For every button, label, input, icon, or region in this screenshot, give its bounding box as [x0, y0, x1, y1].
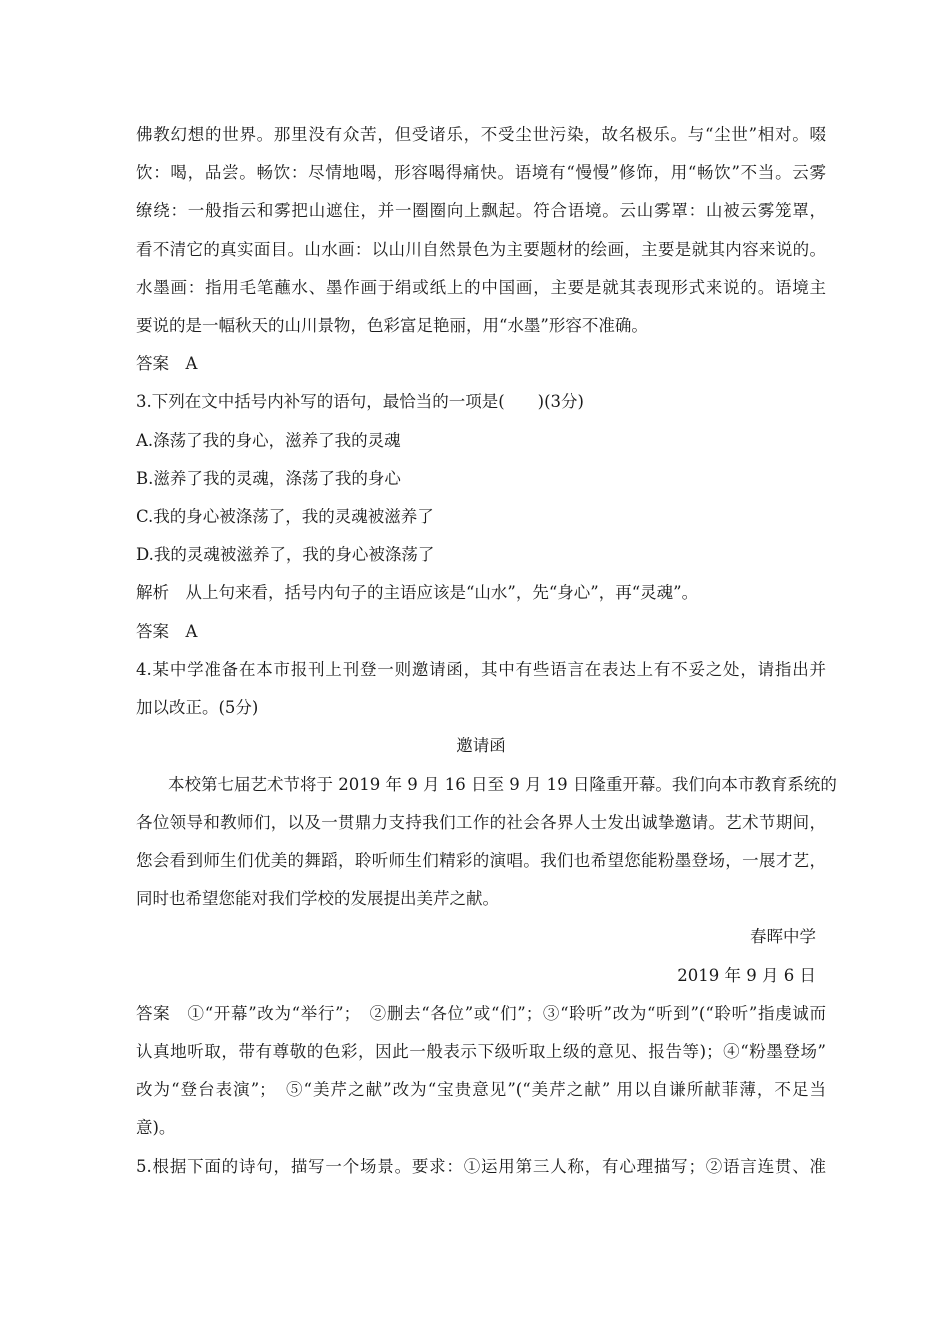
- letter-body-line: 各位领导和教师们，以及一贯鼎力支持我们工作的社会各界人士发出诚挚邀请。艺术节期间，: [136, 813, 826, 832]
- explanation-line: 缭绕：一般指云和雾把山遮住，并一圈圈向上飘起。符合语境。云山雾罩：山被云雾笼罩，: [136, 201, 826, 220]
- letter-body-line: 同时也希望您能对我们学校的发展提出美芹之献。: [136, 889, 499, 908]
- q3-stem: 3.下列在文中括号内补写的语句，最恰当的一项是( )(3分): [136, 392, 584, 411]
- q2-answer: 答案 A: [136, 354, 198, 373]
- q3-explanation: 解析 从上句来看，括号内句子的主语应该是“山水”，先“身心”，再“灵魂”。: [136, 583, 699, 602]
- letter-signature: 春晖中学: [750, 927, 816, 946]
- letter-body-line: 本校第七届艺术节将于 2019 年 9 月 16 日至 9 月 19 日隆重开幕。我们向本市教育系统的: [168, 775, 837, 794]
- q4-answer-line: 认真地听取，带有尊敬的色彩，因此一般表示下级听取上级的意见、报告等)；④“粉墨登场”: [136, 1042, 826, 1061]
- q3-option-c: C.我的身心被涤荡了，我的灵魂被滋养了: [136, 507, 434, 526]
- explanation-line: 水墨画：指用毛笔蘸水、墨作画于绢或纸上的中国画，主要是就其表现形式来说的。语境主: [136, 278, 826, 297]
- q3-option-d: D.我的灵魂被滋养了，我的身心被涤荡了: [136, 545, 435, 564]
- q5-stem: 5.根据下面的诗句，描写一个场景。要求：①运用第三人称，有心理描写；②语言连贯、准: [136, 1157, 826, 1176]
- q4-stem-line: 加以改正。(5分): [136, 698, 259, 717]
- q4-answer-line: 答案 ①“开幕”改为“举行”； ②删去“各位”或“们”；③“聆听”改为“听到”(“聆听”指虔诚而: [136, 1004, 826, 1023]
- letter-title: 邀请函: [456, 736, 506, 755]
- explanation-line: 佛教幻想的世界。那里没有众苦，但受诸乐，不受尘世污染，故名极乐。与“尘世”相对。啜: [136, 125, 826, 144]
- q3-option-b: B.滋养了我的灵魂，涤荡了我的身心: [136, 469, 401, 488]
- q4-stem-line: 4.某中学准备在本市报刊上刊登一则邀请函，其中有些语言在表达上有不妥之处，请指出并: [136, 660, 826, 679]
- explanation-line: 要说的是一幅秋天的山川景物，色彩富足艳丽，用“水墨”形容不准确。: [136, 316, 648, 335]
- explanation-line: 饮：喝，品尝。畅饮：尽情地喝，形容喝得痛快。语境有“慢慢”修饰，用“畅饮”不当。云雾: [136, 163, 826, 182]
- explanation-line: 看不清它的真实面目。山水画：以山川自然景色为主要题材的绘画，主要是就其内容来说的。: [136, 240, 826, 259]
- letter-body-line: 您会看到师生们优美的舞蹈，聆听师生们精彩的演唱。我们也希望您能粉墨登场，一展才艺，: [136, 851, 826, 870]
- q4-answer-line: 意)。: [136, 1118, 176, 1137]
- letter-date: 2019 年 9 月 6 日: [677, 966, 816, 985]
- q3-option-a: A.涤荡了我的身心，滋养了我的灵魂: [136, 431, 401, 450]
- q3-answer: 答案 A: [136, 622, 198, 641]
- q4-answer-line: 改为“登台表演”； ⑤“美芹之献”改为“宝贵意见”(“美芹之献” 用以自谦所献菲薄，不足当: [136, 1080, 826, 1099]
